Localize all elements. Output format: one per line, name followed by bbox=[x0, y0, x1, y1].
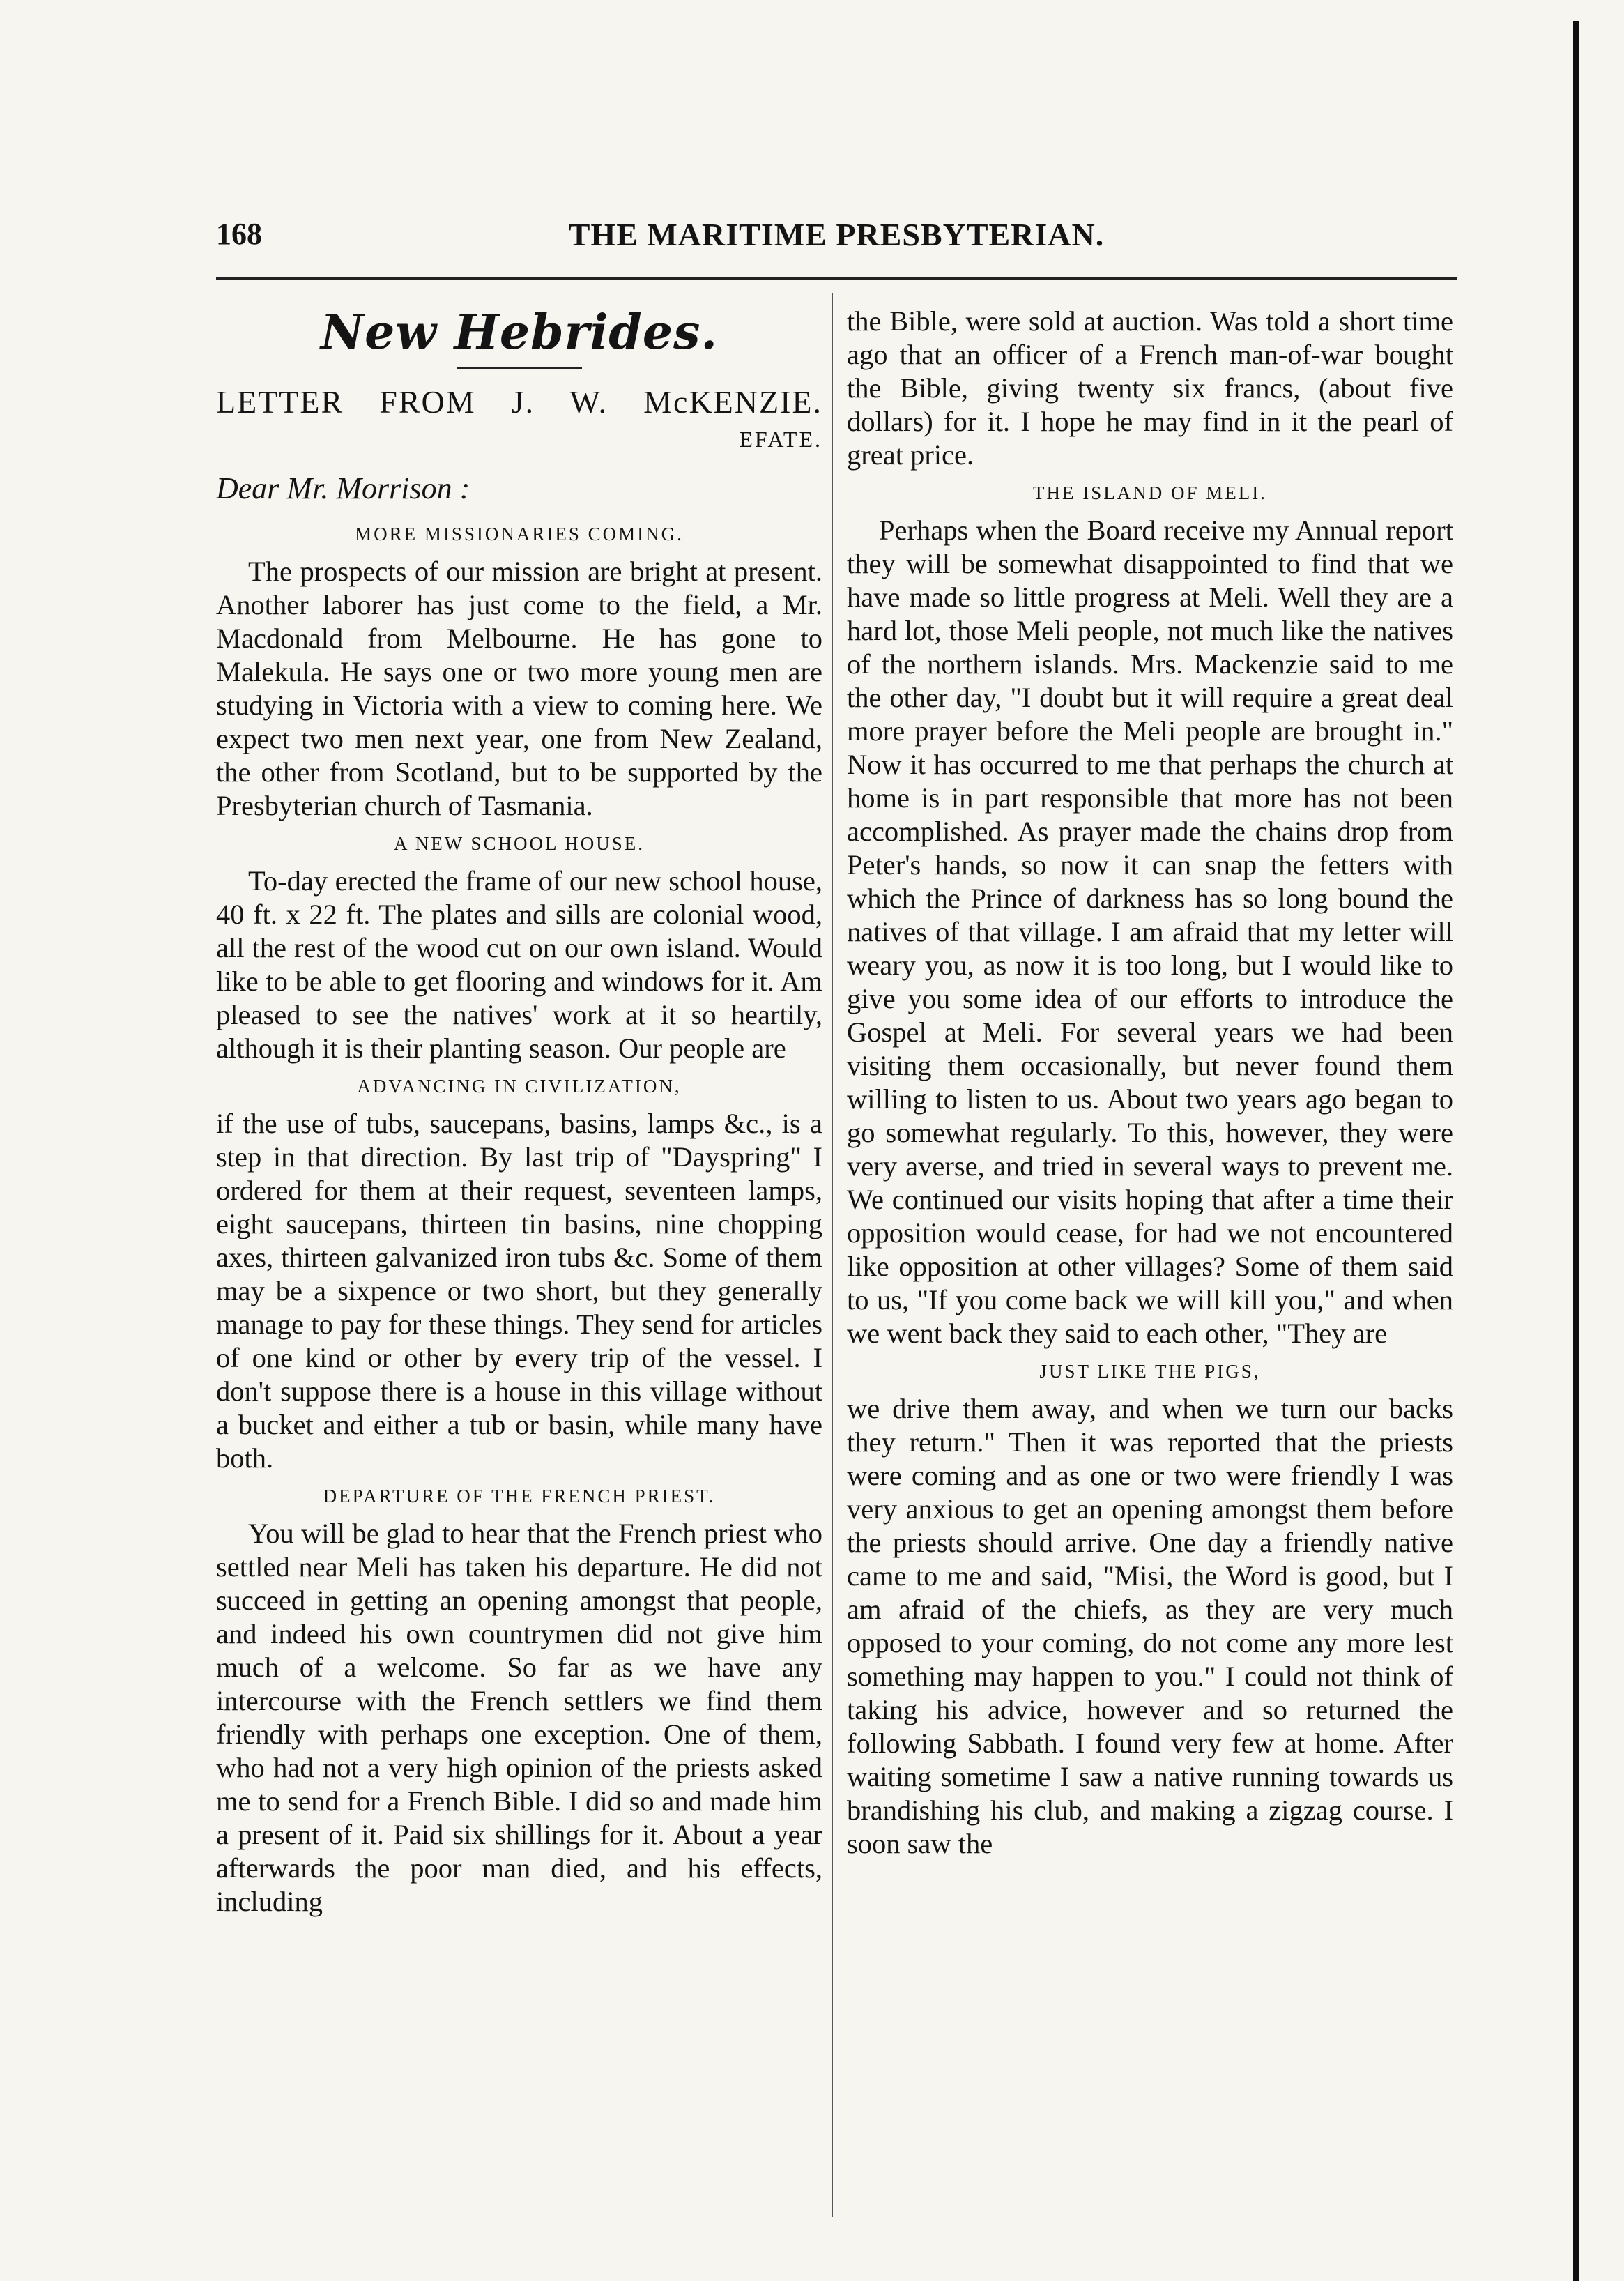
right-column bbox=[847, 289, 1453, 2227]
paragraph: if the use of tubs, saucepans, basins, lamps &c., is a step in that direction. By last trip of "Dayspring" I ordered for them at their request, seventeen lamps, eight saucepans, thirteen tin basins, nine chopping axes, thirteen galvanized iron tubs &c. Some of them may be a sixpence or two short, but they generally manage to pay for these things. They send for articles of one kind or other by every trip of the vessel. I don't suppose there is a house in this village without a bucket and either a tub or basin, while many have both. bbox=[216, 1108, 822, 1474]
page-header bbox=[216, 216, 1457, 258]
paragraph: the Bible, were sold at auction. Was told a short time ago that an officer of a French man-of-war bought the Bible, giving twenty six francs, (about five dollars) for it. I hope he may find in it the pearl of great price. bbox=[847, 305, 1453, 471]
page-edge-rule bbox=[1573, 21, 1579, 2281]
paragraph: You will be glad to hear that the French priest who settled near Meli has taken his departure. He did not succeed in getting an opening amongst that people, and indeed his own countrymen did not give him much of a welcome. So far as we have any intercourse with the French settlers we find them friendly with perhaps one exception. One of them, who had not a very high opinion of the priests asked me to send for a French Bible. I did so and made him a present of it. Paid six shillings for it. About a year afterwards the poor man died, and his effects, including bbox=[216, 1518, 822, 1917]
subhead-new-school-house: A NEW SCHOOL HOUSE. bbox=[393, 833, 645, 854]
subhead-advancing-civilization: ADVANCING IN CIVILIZATION, bbox=[357, 1076, 682, 1097]
paragraph: we drive them away, and when we turn our backs they return." Then it was reported that the priests were coming and as one or two were friendly I was very anxious to get an opening amongst them before the priests should arrive. One day a friendly native came to me and said, "Misi, the Word is good, but I am afraid of the chiefs, as they are very much opposed to your coming, do not come any more lest something may happen to you." I could not think of taking his advice, however and so returned the following Sabbath. I found very few at home. After waiting sometime I saw a native running towards us brandishing his club, and making a zigzag course. I soon saw the bbox=[847, 1393, 1453, 1859]
paragraph: Perhaps when the Board receive my Annual report they will be somewhat disappointed to find that we have made so little progress at Meli. Well they are a hard lot, those Meli people, not much like the natives of the northern islands. Mrs. Mackenzie said to me the other day, "I doubt but it will require a great deal more prayer before the Meli people are brought in." Now it has occurred to me that perhaps the church at home is in part responsible that more has not been accomplished. As prayer made the chains drop from Peter's hands, so now it can snap the fetters with which the Prince of darkness has so long bound the natives of that village. I am afraid that my letter will weary you, as now it is too long, but I would like to give you some idea of our efforts to introduce the Gospel at Meli. For several years we had been visiting them occasionally, but never found them willing to listen to us. About two years ago began to go somewhat regularly. To this, however, they were very averse, and tried in several ways to prevent me. We continued our visits hoping that after a time their opposition would cease, for had we not encountered like opposition at other villages? Some of them said to us, "If you come back we will kill you," and when we went back they said to each other, "They are bbox=[847, 514, 1453, 1349]
column-divider bbox=[832, 293, 833, 2217]
paragraph: The prospects of our mission are bright at present. Another laborer has just come to the field, a Mr. Macdonald from Melbourne. He has gone to Malekula. He says one or two more young men are studying in Victoria with a view to coming here. We expect two men next year, one from New Zealand, the other from Scotland, but to be supported by the Presbyterian church of Tasmania. bbox=[216, 556, 822, 821]
paragraph: To-day erected the frame of our new school house, 40 ft. x 22 ft. The plates and sills are colonial wood, all the rest of the wood cut on our own island. Would like to be able to get flooring and windows for it. Am pleased to see the natives' work at it so heartily, although it is their planting season. Our people are bbox=[216, 865, 822, 1064]
salutation: Dear Mr. Morrison : bbox=[216, 471, 470, 505]
letter-title: LETTER FROM J. W. McKENZIE. bbox=[216, 384, 822, 420]
left-column bbox=[216, 289, 822, 2227]
page-number: 168 bbox=[216, 217, 262, 251]
running-title: THE MARITIME PRESBYTERIAN. bbox=[568, 217, 1105, 252]
subhead-more-missionaries: MORE MISSIONARIES COMING. bbox=[355, 524, 684, 544]
subhead-departure-priest: DEPARTURE OF THE FRENCH PRIEST. bbox=[323, 1486, 716, 1506]
subhead-just-like-pigs: JUST LIKE THE PIGS, bbox=[1039, 1361, 1261, 1382]
section-heading: New Hebrides. bbox=[320, 305, 719, 360]
heading-rule bbox=[457, 367, 582, 369]
subhead-island-of-meli: THE ISLAND OF MELI. bbox=[1033, 482, 1267, 503]
header-rule bbox=[216, 277, 1457, 280]
letter-place: EFATE. bbox=[739, 427, 822, 452]
